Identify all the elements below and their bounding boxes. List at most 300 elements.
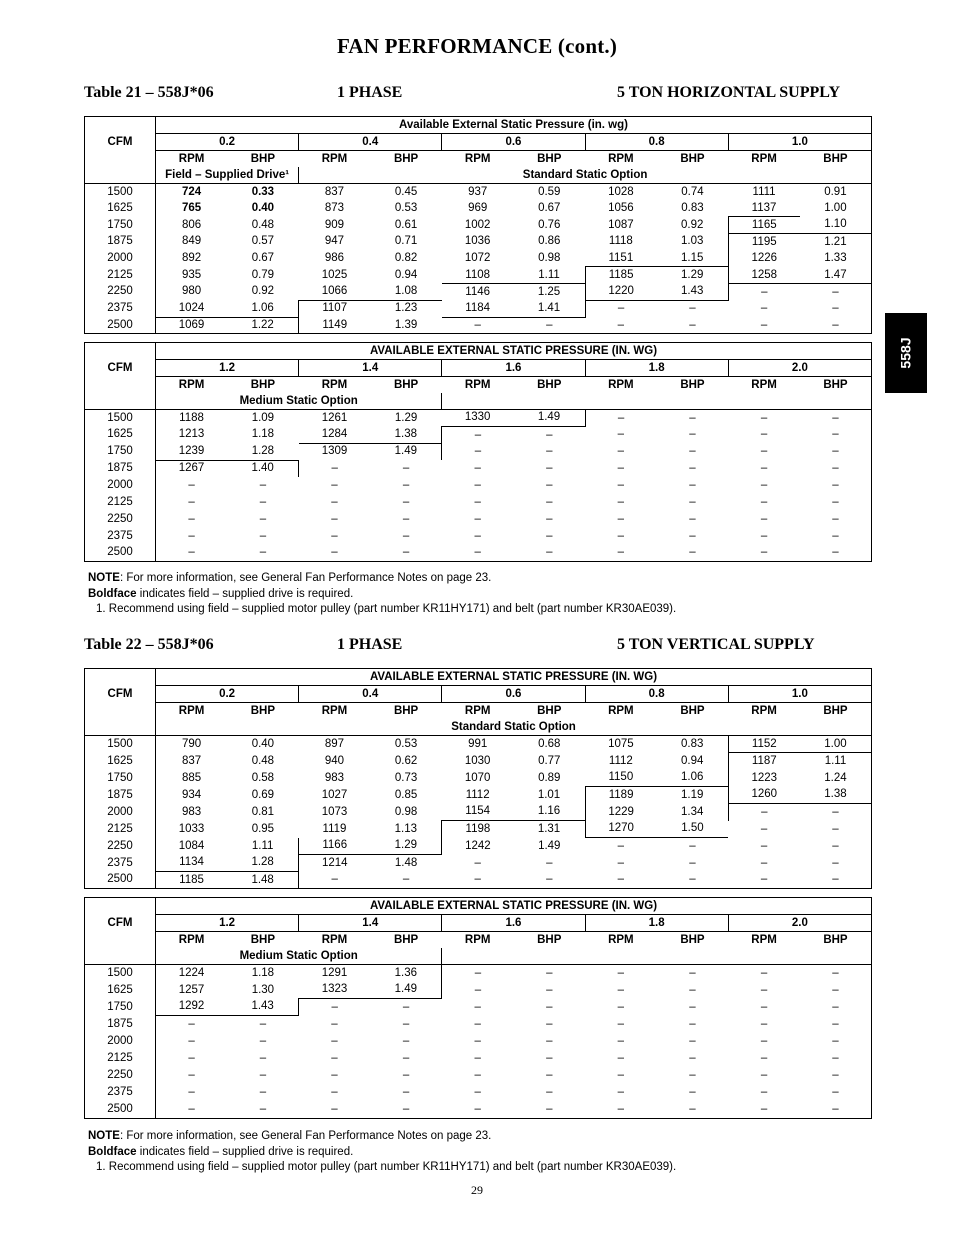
bhp-cell: 1.36 [370, 965, 442, 982]
table-row [85, 787, 872, 804]
rpm-column-header: RPM [608, 152, 634, 165]
cfm-header: CFM [85, 117, 156, 168]
bhp-cell: 0.83 [657, 736, 729, 753]
bhp-cell: – [546, 1034, 553, 1047]
bhp-cell: – [657, 300, 729, 317]
rpm-cell: 1195 [728, 234, 800, 251]
rpm-cell: 1226 [751, 252, 778, 265]
rpm-cell: 1084 [178, 839, 205, 852]
bhp-cell: – [832, 302, 839, 315]
bhp-cell: 1.11 [800, 753, 872, 770]
rpm-cell: 1033 [178, 822, 205, 835]
cfm-cell: 2125 [85, 1050, 156, 1067]
table-row [85, 872, 872, 889]
rpm-cell: – [474, 1103, 481, 1116]
bhp-cell: – [546, 445, 553, 458]
rpm-cell: – [617, 318, 625, 331]
rpm-cell: – [331, 1069, 338, 1082]
rpm-cell: – [585, 838, 657, 855]
bhp-cell: – [402, 1052, 410, 1065]
bhp-cell: – [259, 1052, 267, 1065]
rpm-cell: – [188, 512, 195, 525]
bhp-cell: 1.48 [227, 872, 299, 889]
table-row [85, 804, 872, 821]
bhp-cell: 0.40 [251, 202, 275, 215]
rpm-cell: – [617, 445, 625, 458]
bhp-cell: 1.01 [513, 787, 585, 804]
bhp-cell: – [546, 1000, 553, 1013]
bhp-cell: – [227, 1016, 299, 1033]
rpm-cell: 969 [468, 202, 488, 215]
rpm-cell: – [617, 873, 625, 886]
rpm-cell: 1184 [465, 301, 491, 314]
bhp-cell: 1.18 [251, 428, 275, 441]
bhp-cell: – [689, 966, 696, 979]
rpm-column-header: RPM [464, 378, 491, 391]
rpm-column-header: RPM [321, 378, 348, 391]
bhp-cell: 1.33 [824, 252, 847, 265]
rpm-cell: 1242 [465, 839, 491, 852]
table-row [85, 545, 872, 562]
fan-table-21-high [84, 342, 872, 562]
rpm-cell: 1150 [608, 771, 634, 784]
bhp-cell: – [546, 546, 553, 559]
rpm-cell: 980 [181, 285, 202, 298]
pressure-column-header: 1.2 [156, 915, 299, 932]
rpm-cell: – [617, 1034, 625, 1047]
table-22-notes [88, 1129, 868, 1176]
bhp-cell: 0.92 [251, 285, 275, 298]
rpm-cell: 983 [324, 771, 345, 784]
rpm-cell: – [617, 529, 625, 542]
cfm-cell: 2500 [85, 317, 156, 334]
bhp-cell: – [546, 1017, 553, 1030]
bhp-cell: – [832, 495, 839, 508]
bhp-cell: – [546, 495, 553, 508]
bhp-cell: – [689, 428, 696, 441]
rpm-cell: – [474, 983, 482, 996]
footnote: 1. Recommend using field – supplied motor pulley (part number KR11HY171) and belt (part number KR30AE039). [96, 603, 677, 615]
rpm-cell: 1229 [608, 805, 634, 818]
rpm-cell: – [188, 1052, 195, 1065]
rpm-column-header: RPM [751, 704, 777, 717]
cfm-cell: 2375 [85, 528, 156, 545]
option-label: Medium Static Option [156, 948, 442, 965]
section-tab [885, 313, 927, 393]
table-row [85, 965, 872, 982]
rpm-cell: – [585, 300, 657, 317]
bhp-cell: 1.40 [227, 460, 299, 477]
rpm-cell: 1267 [156, 460, 228, 477]
bhp-cell: – [546, 512, 553, 525]
rpm-cell: – [474, 1017, 481, 1030]
rpm-cell: 1185 [585, 267, 657, 284]
rpm-cell: 1030 [464, 754, 491, 767]
cfm-cell: 1500 [85, 410, 156, 427]
bhp-cell: 0.89 [538, 771, 561, 784]
bhp-cell: 0.86 [538, 235, 561, 248]
rpm-cell: – [760, 1000, 768, 1013]
bhp-cell: 1.09 [251, 411, 275, 424]
rpm-cell: – [474, 479, 481, 491]
bhp-column-header: BHP [537, 704, 562, 717]
bhp-cell: – [689, 546, 696, 559]
pressure-column-header: 0.6 [442, 686, 585, 703]
rpm-cell: – [474, 495, 481, 508]
pressure-column-header: 0.4 [299, 686, 442, 703]
rpm-cell: – [331, 1052, 338, 1065]
bhp-cell: – [546, 873, 553, 886]
bhp-cell: – [689, 856, 696, 869]
rpm-cell: 1149 [322, 318, 348, 331]
rpm-cell: 1111 [752, 185, 776, 198]
table-phase: 1 PHASE [337, 84, 403, 101]
rpm-cell: – [474, 1052, 481, 1065]
rpm-cell: – [760, 512, 768, 525]
bhp-cell: – [546, 1086, 553, 1099]
rpm-cell: – [331, 873, 338, 886]
rpm-cell: – [617, 1000, 625, 1013]
rpm-cell: 1134 [179, 856, 204, 869]
table-row [85, 528, 872, 545]
rpm-cell: – [474, 1069, 481, 1082]
bhp-cell: 0.91 [800, 184, 872, 201]
bhp-cell: – [546, 529, 553, 542]
page-title: FAN PERFORMANCE (cont.) [336, 34, 618, 58]
bhp-cell: 0.71 [394, 235, 418, 248]
bhp-cell: – [832, 318, 839, 331]
rpm-cell: – [617, 966, 625, 979]
table-number: Table 21 – 558J*06 [84, 84, 214, 101]
rpm-cell: 1027 [321, 788, 348, 801]
rpm-cell: – [474, 966, 482, 979]
bhp-column-header: BHP [823, 378, 848, 391]
rpm-cell: 1072 [464, 252, 491, 265]
table-22-caption [84, 636, 874, 658]
rpm-cell: – [331, 529, 338, 542]
rpm-cell: – [331, 479, 338, 491]
cfm-cell: 1875 [85, 787, 156, 804]
rpm-cell: 724 [181, 185, 202, 198]
bhp-cell: – [689, 983, 696, 996]
cfm-cell: 2375 [85, 1084, 156, 1101]
cfm-cell: 1625 [85, 982, 156, 999]
bhp-cell: – [546, 1052, 553, 1065]
rpm-cell: – [474, 1034, 481, 1047]
cfm-cell: 2500 [85, 545, 156, 562]
rpm-cell: – [331, 1086, 338, 1099]
bhp-cell: 1.23 [370, 300, 442, 317]
note-text: : For more information, see General Fan Performance Notes on page 23. [119, 572, 492, 584]
rpm-column-header: RPM [751, 378, 777, 391]
bhp-cell: – [402, 1069, 410, 1082]
rpm-cell: – [760, 966, 768, 979]
table-row [85, 821, 872, 838]
section-tab-label: 558J [898, 337, 914, 369]
bhp-cell: – [689, 1069, 696, 1082]
bhp-cell: 1.49 [538, 839, 561, 852]
bhp-column-header: BHP [680, 378, 705, 391]
boldface-text: indicates field – supplied drive is required. [136, 1145, 354, 1158]
table-row [85, 1067, 872, 1084]
bhp-column-header: BHP [393, 933, 419, 946]
rpm-cell: 1137 [751, 201, 777, 214]
pressure-column-header: 0.2 [156, 686, 299, 703]
cfm-cell: 2125 [85, 494, 156, 511]
bhp-cell: – [832, 1034, 839, 1047]
bhp-cell: – [546, 462, 553, 475]
rpm-column-header: RPM [751, 152, 777, 165]
cfm-cell: 1750 [85, 217, 156, 234]
rpm-cell: 940 [324, 754, 345, 767]
bhp-cell: – [689, 495, 696, 508]
rpm-cell: 1198 [442, 821, 514, 838]
rpm-cell: – [760, 495, 768, 508]
rpm-cell: 1261 [321, 411, 348, 424]
rpm-column-header: RPM [608, 378, 634, 391]
rpm-cell: 765 [181, 202, 202, 215]
rpm-cell: – [188, 1034, 195, 1047]
rpm-cell: – [617, 546, 625, 559]
bhp-cell: 1.29 [394, 411, 418, 424]
bhp-cell: 0.62 [394, 754, 418, 767]
table-21-caption [84, 84, 874, 106]
pressure-column-header: 1.4 [299, 360, 442, 377]
bhp-cell: – [370, 999, 442, 1016]
rpm-cell: 1260 [751, 788, 778, 801]
bhp-cell: – [800, 804, 872, 821]
rpm-cell: – [617, 428, 625, 441]
bhp-cell: – [689, 445, 696, 458]
table-row [85, 234, 872, 251]
bhp-cell: 0.73 [394, 771, 418, 784]
boldface-label: Boldface [88, 587, 137, 600]
rpm-cell: – [474, 1086, 481, 1099]
rpm-cell: – [617, 462, 625, 475]
rpm-cell: 947 [324, 235, 345, 248]
table-number: Table 22 – 558J*06 [84, 636, 214, 653]
bhp-column-header: BHP [680, 933, 705, 946]
rpm-cell: – [474, 856, 481, 869]
rpm-cell: – [442, 317, 514, 334]
rpm-cell: 897 [324, 737, 345, 750]
rpm-cell: 1165 [728, 217, 800, 234]
pressure-column-header: 1.6 [442, 360, 585, 377]
rpm-cell: – [617, 983, 625, 996]
cfm-header: CFM [85, 343, 156, 394]
cfm-cell: 2375 [85, 300, 156, 317]
cfm-cell: 1625 [85, 753, 156, 770]
rpm-cell: – [474, 445, 482, 458]
rpm-cell: 1187 [728, 753, 800, 770]
bhp-cell: – [689, 1017, 696, 1030]
bhp-cell: 1.25 [513, 284, 585, 301]
table-row [85, 443, 872, 460]
rpm-column-header: RPM [321, 933, 348, 946]
bhp-cell: 1.39 [394, 318, 418, 331]
table-row [85, 317, 872, 334]
pressure-column-header: 0.8 [585, 686, 728, 703]
table-row [85, 184, 872, 201]
rpm-cell: 1069 [156, 317, 228, 334]
rpm-cell: 1223 [751, 771, 778, 784]
rpm-cell: 1185 [156, 872, 228, 889]
bhp-cell: 1.22 [227, 317, 299, 334]
bhp-cell: 1.49 [370, 443, 442, 460]
bhp-cell: – [832, 428, 839, 441]
bhp-cell: 1.38 [824, 788, 847, 801]
bhp-cell: – [402, 1103, 410, 1116]
cfm-cell: 2500 [85, 872, 156, 889]
bhp-cell: 0.98 [538, 252, 561, 265]
pressure-column-header: 1.4 [299, 915, 442, 932]
table-row [85, 1033, 872, 1050]
cfm-header: CFM [85, 669, 156, 720]
bhp-cell: – [832, 462, 839, 475]
bhp-cell: 0.98 [394, 805, 418, 818]
bhp-column-header: BHP [537, 152, 562, 165]
cfm-header: CFM [85, 898, 156, 949]
rpm-cell: – [617, 479, 625, 491]
rpm-cell: – [188, 546, 195, 559]
cfm-cell: 1625 [85, 200, 156, 217]
bhp-cell: 1.29 [370, 838, 442, 855]
rpm-column-header: RPM [464, 704, 491, 717]
rpm-cell: – [331, 1017, 338, 1030]
bhp-cell: 0.58 [251, 771, 275, 784]
bhp-column-header: BHP [823, 933, 848, 946]
bhp-cell: 0.69 [251, 788, 275, 801]
bhp-cell: 0.67 [538, 202, 561, 215]
rpm-cell: 1284 [321, 428, 348, 441]
rpm-cell: – [760, 1052, 768, 1065]
bhp-cell: 0.92 [657, 217, 729, 234]
rpm-cell: 1291 [321, 966, 348, 979]
bhp-cell: – [259, 1069, 267, 1082]
rpm-cell: 1119 [322, 822, 347, 835]
table-row [85, 770, 872, 787]
rpm-cell: – [331, 495, 338, 508]
rpm-cell: 1330 [464, 411, 491, 424]
pressure-header: AVAILABLE EXTERNAL STATIC PRESSURE (IN. WG) [156, 343, 872, 360]
bhp-cell: – [832, 546, 839, 559]
rpm-cell: – [728, 804, 800, 821]
rpm-cell: – [617, 856, 625, 869]
table-row [85, 838, 872, 855]
rpm-cell: – [760, 302, 768, 315]
rpm-cell: – [760, 856, 768, 869]
cfm-cell: 2000 [85, 1033, 156, 1050]
rpm-cell: – [760, 479, 768, 491]
pressure-column-header: 1.8 [585, 360, 728, 377]
rpm-cell: – [188, 495, 195, 508]
rpm-cell: – [474, 546, 481, 559]
rpm-cell: – [760, 839, 768, 852]
table-row [85, 477, 872, 494]
rpm-cell: 1220 [608, 285, 634, 298]
rpm-cell: 991 [468, 737, 488, 750]
note-label: NOTE [88, 1130, 120, 1142]
pressure-header: AVAILABLE EXTERNAL STATIC PRESSURE (IN. WG) [156, 898, 872, 915]
rpm-cell: 885 [181, 771, 202, 784]
bhp-cell: – [689, 411, 696, 424]
bhp-cell: – [832, 966, 839, 979]
rpm-column-header: RPM [751, 933, 777, 946]
bhp-cell: 1.03 [657, 234, 729, 251]
cfm-cell: 1750 [85, 770, 156, 787]
rpm-cell: 1112 [608, 754, 633, 767]
table-row [85, 410, 872, 427]
rpm-cell: – [331, 512, 338, 525]
page-number: 29 [471, 1183, 483, 1197]
rpm-cell: 1166 [322, 839, 348, 852]
bhp-cell: – [832, 1000, 839, 1013]
rpm-cell: 1036 [464, 235, 491, 248]
rpm-cell: 873 [324, 202, 345, 215]
rpm-column-header: RPM [608, 704, 634, 717]
bhp-cell: – [546, 1103, 553, 1116]
table-row [85, 217, 872, 234]
bhp-cell: – [259, 546, 267, 559]
table-row [85, 1084, 872, 1101]
pressure-column-header: 0.4 [299, 134, 442, 151]
bhp-column-header: BHP [823, 152, 848, 165]
bhp-cell: – [832, 1017, 839, 1030]
rpm-cell: 1213 [178, 428, 205, 441]
rpm-cell: – [474, 462, 481, 475]
rpm-cell: – [760, 529, 768, 542]
rpm-cell: 1224 [178, 966, 205, 979]
bhp-cell: – [259, 1086, 267, 1099]
bhp-cell: 1.50 [681, 822, 704, 835]
rpm-cell: 986 [324, 252, 345, 265]
rpm-cell: – [760, 1103, 768, 1116]
table-row [85, 999, 872, 1016]
bhp-cell: – [402, 1017, 410, 1030]
rpm-cell: – [474, 1000, 481, 1013]
table-row [85, 460, 872, 477]
bhp-column-header: BHP [250, 933, 276, 946]
cfm-cell: 2000 [85, 250, 156, 267]
rpm-cell: – [617, 1103, 625, 1116]
rpm-cell: – [617, 1069, 625, 1082]
rpm-cell: – [188, 1069, 195, 1082]
bhp-cell: – [832, 1052, 839, 1065]
cfm-cell: 2500 [85, 1101, 156, 1118]
bhp-column-header: BHP [680, 704, 705, 717]
bhp-cell: 1.49 [513, 410, 585, 427]
rpm-cell: – [760, 873, 768, 886]
bhp-cell: 1.11 [227, 838, 299, 855]
bhp-cell: 0.40 [251, 737, 275, 750]
bhp-cell: 1.10 [824, 218, 847, 231]
bhp-cell: 1.34 [657, 804, 729, 821]
option-label: Field – Supplied Drive¹ [156, 167, 299, 184]
rpm-cell: – [760, 318, 768, 331]
rpm-column-header: RPM [608, 933, 634, 946]
table-row [85, 511, 872, 528]
pressure-column-header: 1.0 [728, 134, 871, 151]
rpm-cell: 1146 [442, 284, 514, 301]
cfm-cell: 2250 [85, 838, 156, 855]
bhp-column-header: BHP [393, 152, 419, 165]
bhp-cell: – [689, 1052, 696, 1065]
rpm-cell: 1075 [608, 737, 634, 750]
bhp-cell: – [832, 529, 839, 542]
bhp-cell: 0.53 [394, 202, 418, 215]
bhp-cell: – [513, 317, 585, 334]
bhp-cell: 1.31 [513, 821, 585, 838]
